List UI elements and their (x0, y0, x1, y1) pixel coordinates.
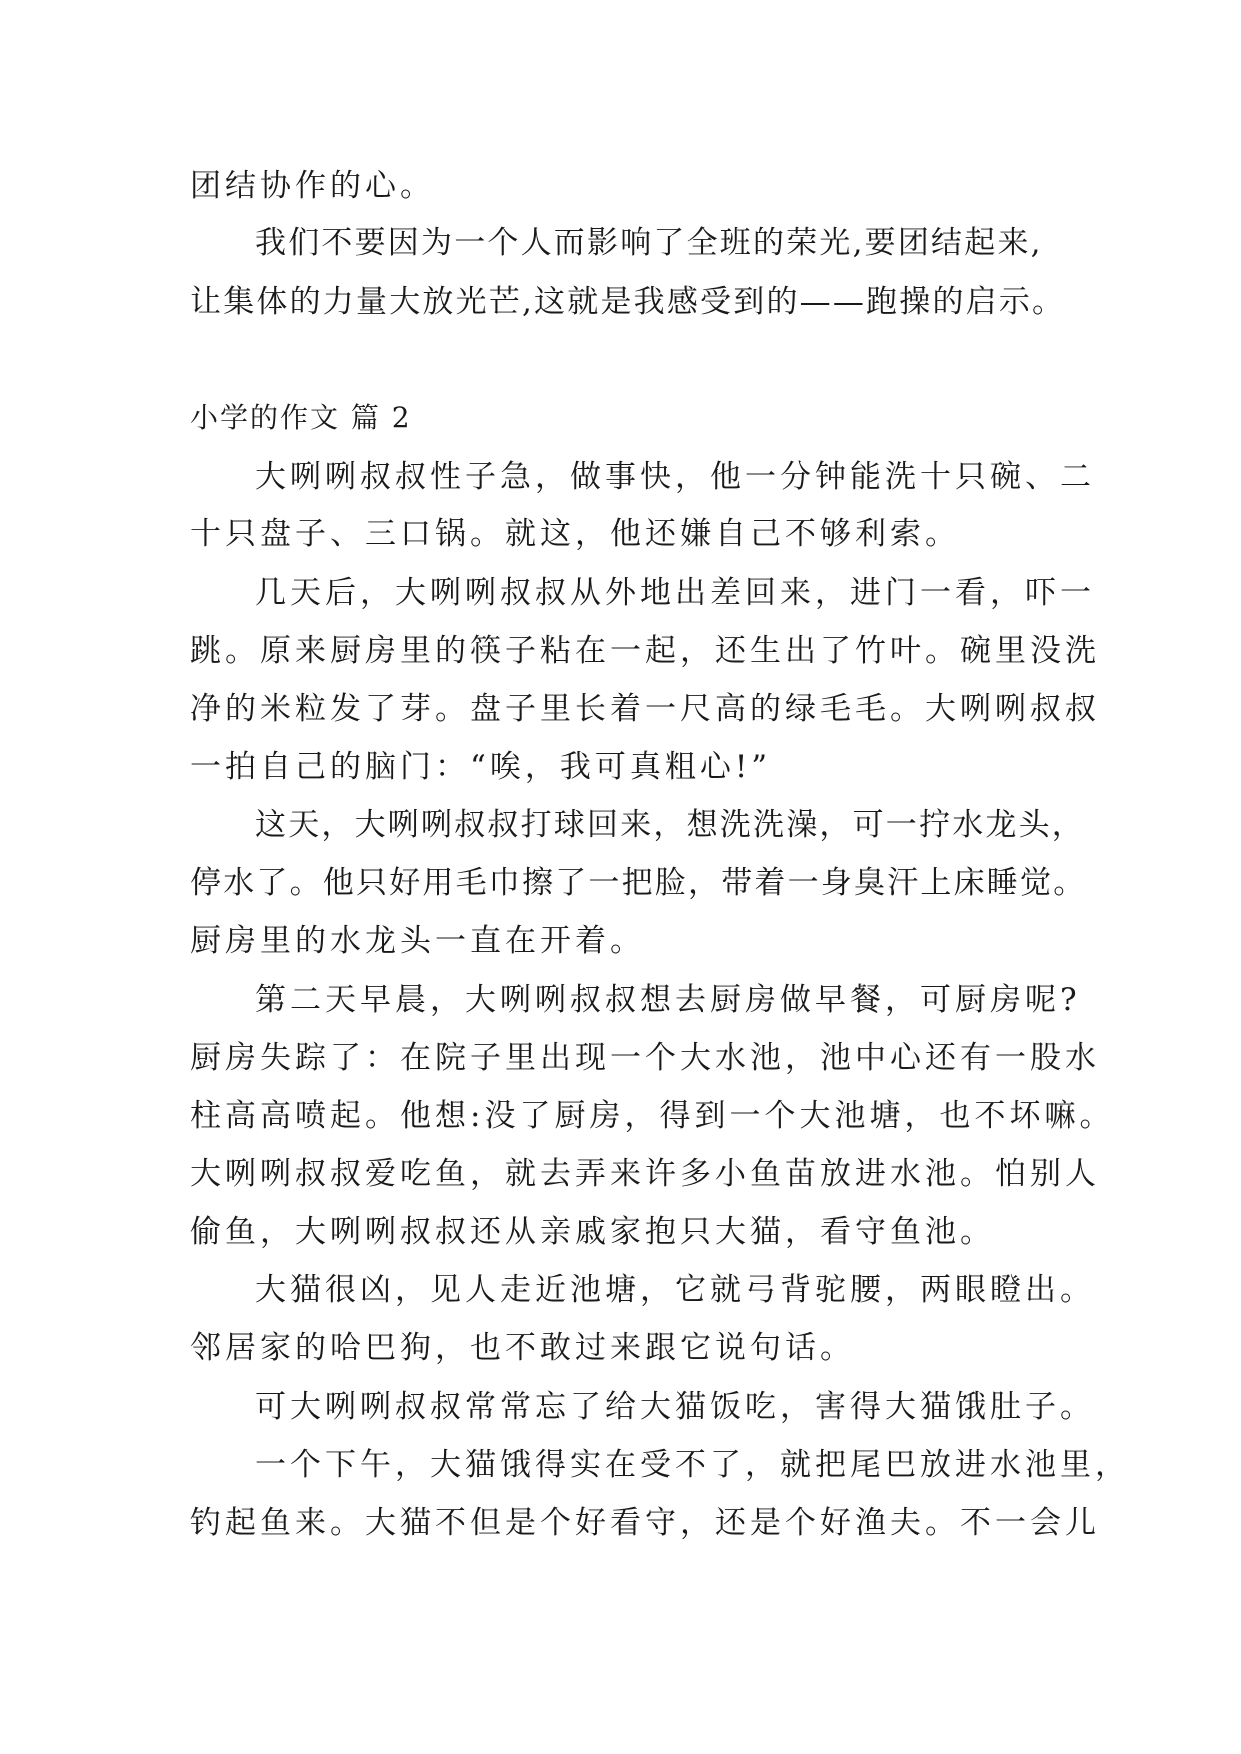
text-line: 钓起鱼来。大猫不但是个好看守，还是个好渔夫。不一会儿 (190, 1505, 1100, 1541)
text-line: 一拍自己的脑门：“唉，我可真粗心!” (190, 749, 772, 785)
text-line: 可大咧咧叔叔常常忘了给大猫饭吃，害得大猫饿肚子。 (255, 1389, 1095, 1425)
text-line: 我们不要因为一个人而影响了全班的荣光,要团结起来, (255, 225, 1043, 261)
text-line: 邻居家的哈巴狗，也不敢过来跟它说句话。 (190, 1330, 855, 1366)
text-line: 这天，大咧咧叔叔打球回来，想洗洗澡，可一拧水龙头， (255, 807, 1085, 843)
text-line: 让集体的力量大放光芒,这就是我感受到的——跑操的启示。 (190, 284, 1066, 320)
section-heading: 小学的作文 篇 2 (190, 401, 412, 434)
text-line: 十只盘子、三口锅。就这，他还嫌自己不够利索。 (190, 516, 960, 552)
text-line: 停水了。他只好用毛巾擦了一把脸，带着一身臭汗上床睡觉。 (190, 865, 1087, 901)
text-line: 第二天早晨，大咧咧叔叔想去厨房做早餐，可厨房呢? (255, 982, 1081, 1018)
text-line: 大猫很凶，见人走近池塘，它就弓背驼腰，两眼瞪出。 (255, 1272, 1095, 1308)
text-line: 大咧咧叔叔爱吃鱼，就去弄来许多小鱼苗放进水池。怕别人 (190, 1156, 1100, 1192)
text-line: 厨房里的水龙头一直在开着。 (190, 923, 645, 959)
text-line: 一个下午，大猫饿得实在受不了，就把尾巴放进水池里， (255, 1447, 1130, 1483)
text-line: 厨房失踪了：在院子里出现一个大水池，池中心还有一股水 (190, 1040, 1100, 1076)
text-line: 偷鱼，大咧咧叔叔还从亲戚家抱只大猫，看守鱼池。 (190, 1214, 995, 1250)
text-line: 跳。原来厨房里的筷子粘在一起，还生出了竹叶。碗里没洗 (190, 633, 1100, 669)
text-line: 大咧咧叔叔性子急，做事快，他一分钟能洗十只碗、二 (255, 459, 1095, 495)
text-line: 几天后，大咧咧叔叔从外地出差回来，进门一看，吓一 (255, 575, 1095, 611)
text-line: 净的米粒发了芽。盘子里长着一尺高的绿毛毛。大咧咧叔叔 (190, 691, 1100, 727)
text-line: 柱高高喷起。他想:没了厨房，得到一个大池塘，也不坏嘛。 (190, 1098, 1115, 1134)
text-line: 团结协作的心。 (190, 168, 435, 204)
